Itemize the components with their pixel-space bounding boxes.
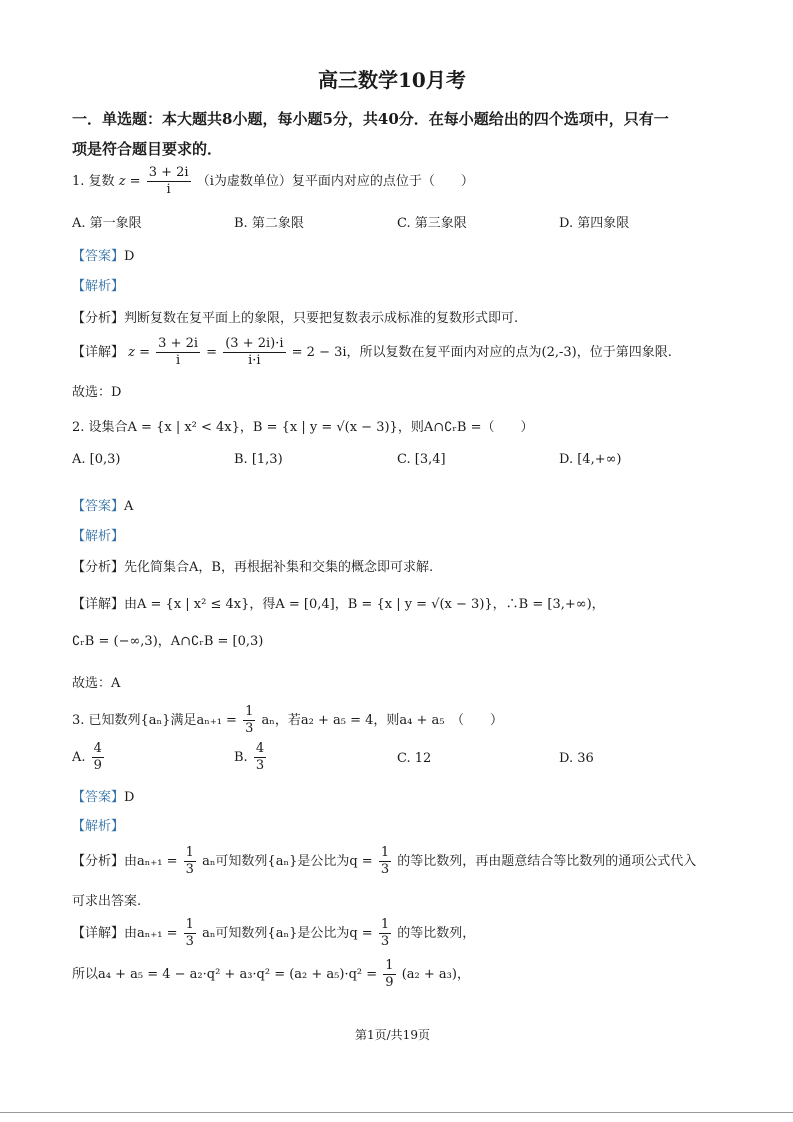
question-3-option-b bbox=[234, 741, 268, 774]
question-1-choose-value: D bbox=[111, 385, 122, 400]
question-1-xj-frac1-den: i bbox=[176, 353, 181, 368]
question-3-option-a-fraction bbox=[92, 741, 104, 774]
question-1-z: z = bbox=[118, 174, 141, 189]
question-1-xj-rest: = 2 − 3i，所以复数在复平面内对应的点为(2,-3)，位于第四象限. bbox=[291, 345, 672, 360]
question-1-option-d: D. 第四象限 bbox=[559, 216, 630, 231]
question-3-xiangjie bbox=[72, 917, 475, 950]
question-3-fenxi-pre: 由aₙ₊₁ = bbox=[124, 854, 178, 869]
answer-tag: 【答案】 bbox=[72, 499, 125, 514]
question-2-xiangjie bbox=[72, 593, 605, 612]
question-3-answer bbox=[72, 786, 134, 805]
question-3-option-b-num: 4 bbox=[255, 741, 265, 756]
question-3-fenxi-frac2 bbox=[379, 845, 391, 878]
fenxi-tag: 【分析】 bbox=[72, 854, 125, 869]
question-1-fenxi-text: 判断复数在复平面上的象限，只要把复数表示成标准的复数形式即可. bbox=[124, 311, 519, 326]
section-heading-line1: 一．单选题：本大题共8小题，每小题5分，共40分．在每小题给出的四个选项中，只有一 bbox=[72, 110, 669, 128]
question-3-answer-value: D bbox=[124, 790, 135, 805]
question-3-fenxi-post: 的等比数列，再由题意结合等比数列的通项公式代入 bbox=[397, 854, 697, 869]
question-1-xj-frac1-num: 3 + 2i bbox=[158, 336, 199, 351]
question-2-answer bbox=[72, 495, 133, 514]
question-3-stem-post: aₙ，若a₂ + a₅ = 4，则a₄ + a₅ （ ） bbox=[261, 713, 503, 728]
question-3-option-d: D. 36 bbox=[559, 751, 594, 766]
question-1-fraction-num: 3 + 2i bbox=[148, 165, 189, 180]
question-3-stem-den: 3 bbox=[245, 721, 254, 736]
page-footer: 第1页/共19页 bbox=[355, 1028, 430, 1042]
xiangjie-tag: 【详解】 bbox=[72, 345, 125, 360]
question-3-stem-pre: 3. 已知数列{aₙ}满足aₙ₊₁ = bbox=[72, 713, 237, 728]
question-1-option-a: A. 第一象限 bbox=[72, 216, 142, 231]
question-1-option-c: C. 第三象限 bbox=[397, 216, 467, 231]
question-2-fenxi bbox=[72, 556, 433, 575]
question-2-analysis-tag: 【解析】 bbox=[72, 529, 125, 544]
question-3-stem bbox=[72, 704, 503, 737]
question-3-stem-num: 1 bbox=[245, 704, 254, 719]
question-3-xj-mid: aₙ可知数列{aₙ}是公比为q = bbox=[202, 926, 373, 941]
question-2-option-d: D. [4,+∞) bbox=[559, 452, 622, 467]
question-2-fenxi-text: 先化简集合A，B，再根据补集和交集的概念即可求解. bbox=[124, 560, 434, 575]
choose-tag: 故选： bbox=[72, 676, 112, 691]
question-2-xj-line1: 由A = {x | x² ≤ 4x}，得A = [0,4]，B = {x | y = √(x − 3)}，∴B = [3,+∞)， bbox=[124, 597, 605, 612]
question-2-choose-value: A bbox=[111, 676, 121, 691]
question-2-xj-line2: ∁ᵣB = (−∞,3)，A∩∁ᵣB = [0,3) bbox=[72, 634, 264, 649]
question-3-analysis-tag: 【解析】 bbox=[72, 819, 125, 834]
question-3-option-a-den: 9 bbox=[93, 758, 102, 773]
question-2-option-b: B. [1,3) bbox=[234, 452, 283, 467]
question-3-option-b-label: B. bbox=[234, 750, 248, 765]
question-1-answer-value: D bbox=[124, 249, 135, 264]
question-1-choose bbox=[72, 381, 121, 400]
question-3-fenxi-mid: aₙ可知数列{aₙ}是公比为q = bbox=[202, 854, 373, 869]
question-3-fenxi bbox=[72, 845, 696, 878]
question-3-fenxi-frac1 bbox=[184, 845, 196, 878]
question-1-xj-z: z = bbox=[128, 345, 151, 360]
choose-tag: 故选： bbox=[72, 385, 112, 400]
question-2-answer-value: A bbox=[124, 499, 134, 514]
question-3-fenxi-frac2-num: 1 bbox=[380, 845, 390, 860]
question-1-fraction bbox=[147, 165, 191, 198]
question-1-xj-frac2-den: i·i bbox=[248, 353, 261, 368]
question-3-option-b-den: 3 bbox=[255, 758, 265, 773]
question-2-option-c: C. [3,4] bbox=[397, 452, 446, 467]
question-3-stem-fraction bbox=[243, 704, 255, 737]
section-heading-line2: 项是符合题目要求的． bbox=[72, 140, 223, 158]
question-3-fenxi-frac1-num: 1 bbox=[185, 845, 194, 860]
question-1-analysis-tag: 【解析】 bbox=[72, 279, 125, 294]
question-3-option-a bbox=[72, 741, 106, 774]
question-3-xj-line2-post: (a₂ + a₃)， bbox=[401, 967, 470, 982]
question-3-xj-pre: 由aₙ₊₁ = bbox=[124, 926, 178, 941]
question-1-fenxi bbox=[72, 307, 518, 326]
question-1-answer bbox=[72, 245, 134, 264]
xiangjie-tag: 【详解】 bbox=[72, 926, 125, 941]
question-1-xj-frac2 bbox=[223, 336, 285, 369]
question-1-stem bbox=[72, 165, 474, 198]
question-3-xj-line2-num: 1 bbox=[385, 958, 394, 973]
question-3-xj-post: 的等比数列， bbox=[397, 926, 476, 941]
answer-tag: 【答案】 bbox=[72, 790, 125, 805]
question-3-xj-frac2 bbox=[379, 917, 391, 950]
question-3-xj-frac2-den: 3 bbox=[380, 934, 390, 949]
question-3-xj-frac1-den: 3 bbox=[185, 934, 194, 949]
question-1-xj-frac1 bbox=[156, 336, 200, 369]
question-3-option-b-fraction bbox=[254, 741, 266, 774]
fenxi-tag: 【分析】 bbox=[72, 560, 125, 575]
question-1-xj-eq: = bbox=[206, 345, 218, 360]
question-1-xiangjie bbox=[72, 336, 672, 369]
question-3-xj-line2-frac bbox=[383, 958, 395, 991]
question-3-xj-frac1-num: 1 bbox=[185, 917, 194, 932]
page-bottom-divider bbox=[0, 1112, 793, 1113]
question-3-option-a-num: 4 bbox=[93, 741, 102, 756]
question-1-option-b: B. 第二象限 bbox=[234, 216, 304, 231]
question-3-xj-line2-pre: 所以a₄ + a₅ = 4 − a₂·q² + a₃·q² = (a₂ + a₅)·q² = bbox=[72, 967, 378, 982]
question-3-xj-line2-den: 9 bbox=[385, 975, 394, 990]
question-3-xj-frac1 bbox=[184, 917, 196, 950]
question-2-stem: 2. 设集合A = {x | x² < 4x}，B = {x | y = √(x − 3)}，则A∩∁ᵣB =（ ） bbox=[72, 420, 534, 435]
question-3-xj-line2 bbox=[72, 958, 470, 991]
question-3-option-a-label: A. bbox=[72, 750, 86, 765]
answer-tag: 【答案】 bbox=[72, 249, 125, 264]
question-3-xj-frac2-num: 1 bbox=[380, 917, 390, 932]
question-1-stem-rest: （i为虚数单位）复平面内对应的点位于（ ） bbox=[196, 174, 474, 189]
question-3-fenxi-frac1-den: 3 bbox=[185, 862, 194, 877]
question-3-option-c: C. 12 bbox=[397, 751, 432, 766]
question-2-option-a: A. [0,3) bbox=[72, 452, 121, 467]
xiangjie-tag: 【详解】 bbox=[72, 597, 125, 612]
page-title: 高三数学10月考 bbox=[318, 68, 466, 92]
question-1-fraction-den: i bbox=[166, 182, 171, 197]
fenxi-tag: 【分析】 bbox=[72, 311, 125, 326]
question-3-fenxi-frac2-den: 3 bbox=[380, 862, 390, 877]
question-2-choose bbox=[72, 672, 120, 691]
question-1-xj-frac2-num: (3 + 2i)·i bbox=[225, 336, 284, 351]
question-3-fenxi-line2: 可求出答案. bbox=[72, 894, 142, 909]
question-1-number: 1. 复数 bbox=[72, 174, 115, 189]
